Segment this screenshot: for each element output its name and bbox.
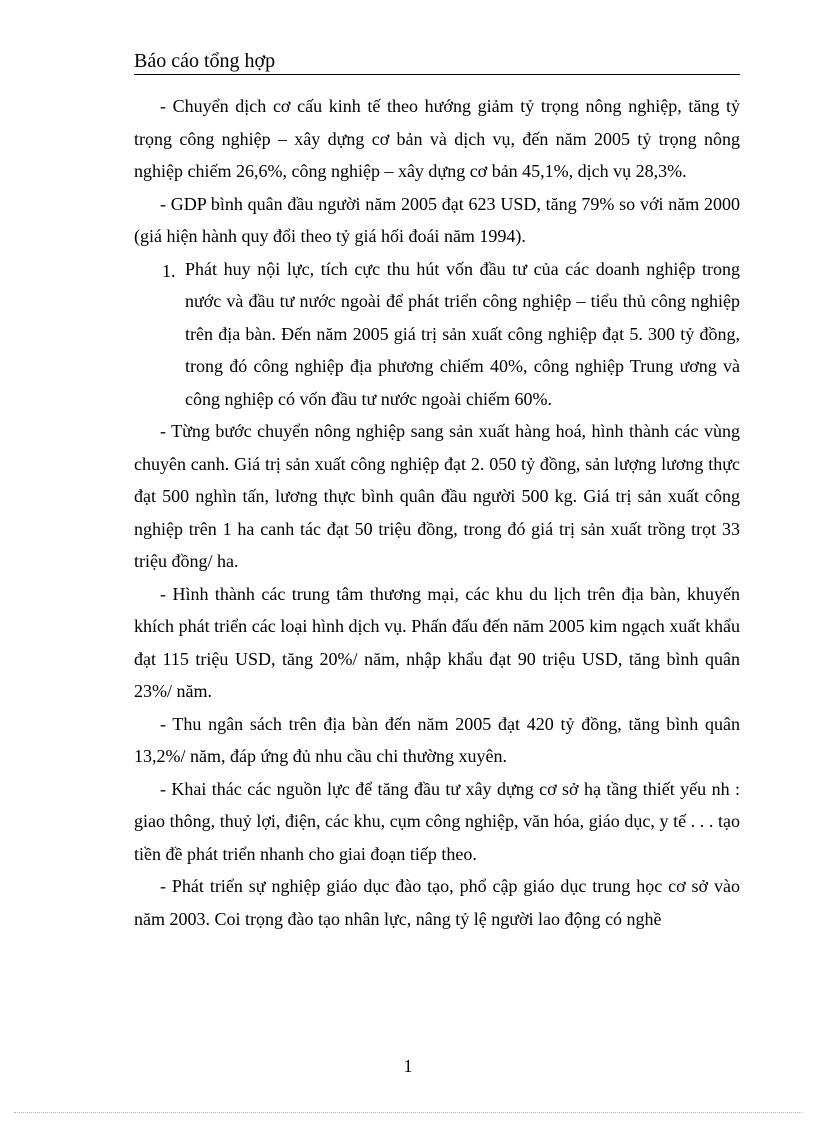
document-body: [134, 90, 740, 935]
paragraph-budget: - Thu ngân sách trên địa bàn đến năm 2005 đạt 420 tỷ đồng, tăng bình quân 13,2%/ năm, đáp ứng đủ nhu cầu chi thường xuyên.: [134, 713, 740, 766]
page-bottom-divider: [14, 1112, 802, 1113]
paragraph-infrastructure: - Khai thác các nguồn lực để tăng đầu tư xây dựng cơ sở hạ tầng thiết yếu nh : giao thông, thuỷ lợi, điện, các khu, cụm công nghiệp, văn hóa, giáo dục, y tế . . . tạo tiền đề phát triển nhanh cho giai đoạn tiếp theo.: [134, 778, 740, 864]
page-header-title: Báo cáo tổng hợp: [134, 48, 740, 75]
paragraph-trade: - Hình thành các trung tâm thương mại, các khu du lịch trên địa bàn, khuyến khích phát triển các loại hình dịch vụ. Phấn đấu đến năm 2005 kim ngạch xuất khẩu đạt 115 triệu USD, tăng 20%/ năm, nhập khẩu đạt 90 triệu USD, tăng bình quân 23%/ năm.: [134, 583, 740, 701]
paragraph-gdp: - GDP bình quân đầu người năm 2005 đạt 623 USD, tăng 79% so với năm 2000 (giá hiện hành quy đổi theo tỷ giá hối đoái năm 1994).: [134, 193, 740, 246]
page-number: 1: [403, 1056, 413, 1076]
paragraph-economic-structure: - Chuyển dịch cơ cấu kinh tế theo hướng giảm tỷ trọng nông nghiệp, tăng tỷ trọng công nghiệp – xây dựng cơ bản và dịch vụ, đến năm 2005 tỷ trọng nông nghiệp chiếm 26,6%, công nghiệp – xây dựng cơ bản 45,1%, dịch vụ 28,3%.: [134, 96, 740, 181]
numbered-item-number: 1.: [162, 260, 176, 281]
numbered-item: [134, 253, 740, 416]
paragraph-education: - Phát triển sự nghiệp giáo dục đào tạo, phổ cập giáo dục trung học cơ sở vào năm 2003. Coi trọng đào tạo nhân lực, nâng tỷ lệ người lao động có nghề: [134, 876, 740, 929]
numbered-item-text: Phát huy nội lực, tích cực thu hút vốn đầu tư của các doanh nghiệp trong nước và đầu tư nước ngoài để phát triển công nghiệp – tiểu thủ công nghiệp trên địa bàn. Đến năm 2005 giá trị sản xuất công nghiệp đạt 5. 300 tỷ đồng, trong đó công nghiệp địa phương chiếm 40%, công nghiệp Trung ương và công nghiệp có vốn đầu tư nước ngoài chiếm 60%.: [185, 258, 740, 409]
paragraph-agriculture: - Từng bước chuyển nông nghiệp sang sản xuất hàng hoá, hình thành các vùng chuyên canh. Giá trị sản xuất công nghiệp đạt 2. 050 tỷ đồng, sản lượng lương thực đạt 500 nghìn tấn, lương thực bình quân đầu người 500 kg. Giá trị sản xuất công nghiệp trên 1 ha canh tác đạt 50 triệu đồng, trong đó giá trị sản xuất trồng trọt 33 triệu đồng/ ha.: [134, 421, 740, 571]
